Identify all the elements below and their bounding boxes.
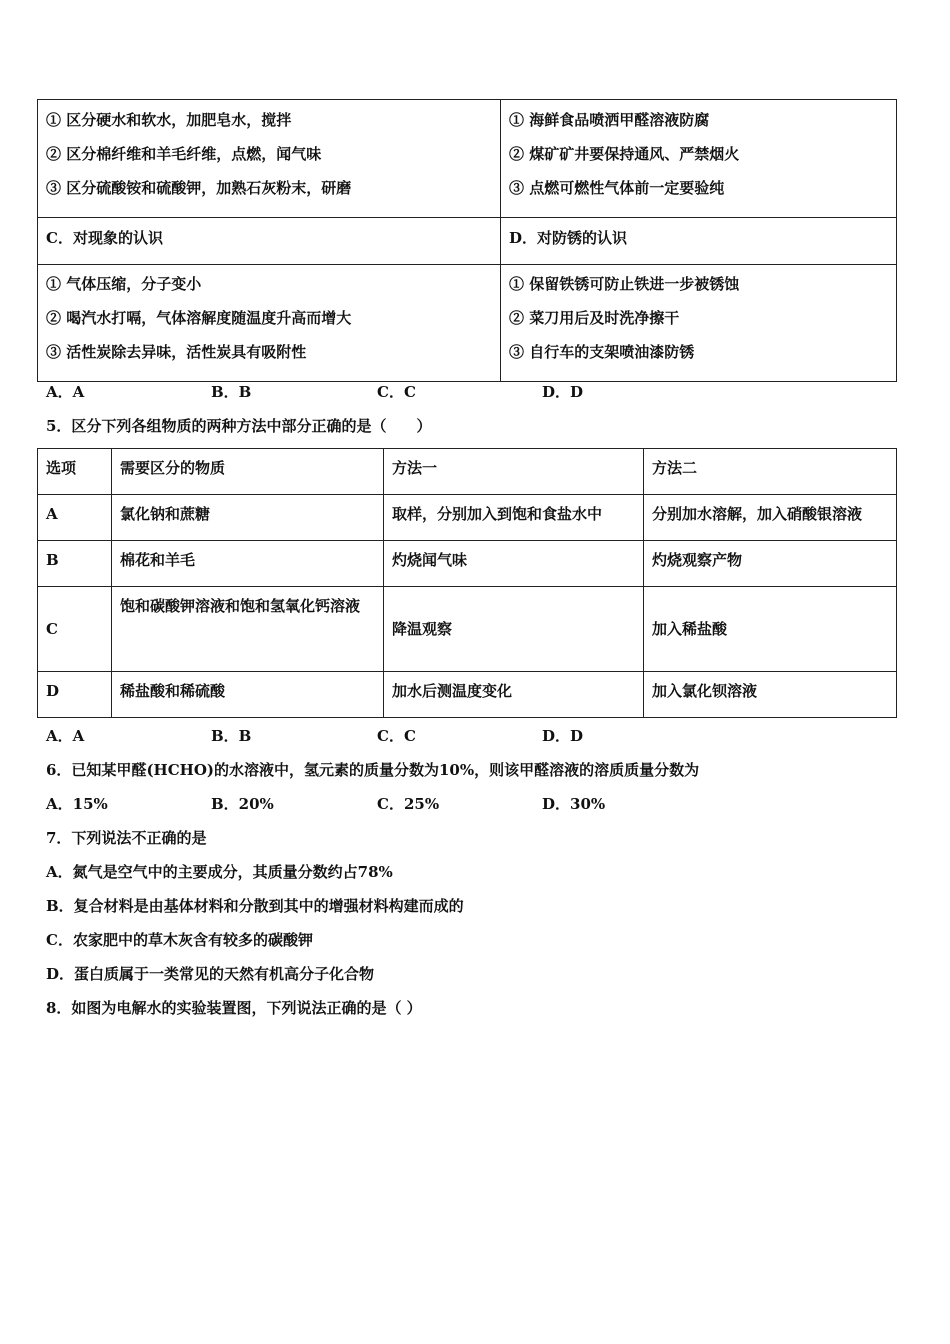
item-b-1: ① 海鲜食品喷洒甲醛溶液防腐: [509, 111, 710, 129]
q5-row-a-method2: 分别加水溶解，加入硝酸银溶液: [644, 495, 897, 541]
q5-table: [37, 448, 897, 718]
q5-row-c-substance: 饱和碳酸钾溶液和饱和氢氧化钙溶液: [112, 587, 384, 672]
item-d-2: ② 菜刀用后及时洗净擦干: [509, 309, 680, 327]
item-b-3: ③ 点燃可燃性气体前一定要验纯: [509, 179, 725, 197]
q5-option-b[interactable]: B．B: [211, 727, 252, 745]
item-a-2: ② 区分棉纤维和羊毛纤维，点燃，闻气味: [46, 145, 322, 163]
item-d-3: ③ 自行车的支架喷油漆防锈: [509, 343, 695, 361]
table-row: [38, 541, 897, 587]
table-row: [38, 495, 897, 541]
cell-c-head: C．对现象的认识: [38, 218, 501, 265]
item-a-1: ① 区分硬水和软水，加肥皂水，搅拌: [46, 111, 292, 129]
q7-option-b[interactable]: B．复合材料是由基体材料和分散到其中的增强材料构建而成的: [46, 897, 464, 915]
q4-option-c[interactable]: C．C: [377, 383, 416, 401]
q6-stem: 6．已知某甲醛(HCHO)的水溶液中，氢元素的质量分数为10%，则该甲醛溶液的溶质质量分数为: [46, 761, 700, 779]
q5-option-c[interactable]: C．C: [377, 727, 416, 745]
cell-d-head: D．对防锈的认识: [501, 218, 897, 265]
q5-row-a-method1: 取样，分别加入到饱和食盐水中: [384, 495, 644, 541]
q6-option-a[interactable]: A．15%: [46, 795, 108, 813]
table-row: [38, 672, 897, 718]
q5-stem: 5．区分下列各组物质的两种方法中部分正确的是（ ）: [46, 417, 432, 435]
q6-option-c[interactable]: C．25%: [377, 795, 440, 813]
q5-row-b-substance: 棉花和羊毛: [112, 541, 384, 587]
q5-header-option: 选项: [38, 449, 112, 495]
comparison-table: [37, 99, 897, 382]
q7-option-a[interactable]: A．氮气是空气中的主要成分，其质量分数约占78%: [46, 863, 393, 881]
item-d-1: ① 保留铁锈可防止铁进一步被锈蚀: [509, 275, 740, 293]
q5-option-d[interactable]: D．D: [542, 727, 584, 745]
q5-row-d-substance: 稀盐酸和稀硫酸: [112, 672, 384, 718]
cell-d: [501, 265, 897, 382]
q7-option-c[interactable]: C．农家肥中的草木灰含有较多的碳酸钾: [46, 931, 313, 949]
item-c-2: ② 喝汽水打嗝，气体溶解度随温度升高而增大: [46, 309, 352, 327]
q5-row-b-method1: 灼烧闻气味: [384, 541, 644, 587]
q8-stem: 8．如图为电解水的实验装置图，下列说法正确的是（ ）: [46, 999, 422, 1017]
cell-b: [501, 100, 897, 218]
q4-option-d[interactable]: D．D: [542, 383, 584, 401]
q4-option-a[interactable]: A．A: [46, 383, 85, 401]
q5-row-d-label: D: [38, 672, 112, 718]
item-b-2: ② 煤矿矿井要保持通风、严禁烟火: [509, 145, 740, 163]
q4-option-b[interactable]: B．B: [211, 383, 252, 401]
q5-row-a-substance: 氯化钠和蔗糖: [112, 495, 384, 541]
q5-option-a[interactable]: A．A: [46, 727, 85, 745]
q5-row-d-method1: 加水后测温度变化: [384, 672, 644, 718]
table-row: [38, 587, 897, 672]
q5-row-d-method2: 加入氯化钡溶液: [644, 672, 897, 718]
q5-row-c-label: C: [38, 587, 112, 672]
item-a-3: ③ 区分硫酸铵和硫酸钾，加熟石灰粉末，研磨: [46, 179, 352, 197]
q5-header-method1: 方法一: [384, 449, 644, 495]
item-c-1: ① 气体压缩，分子变小: [46, 275, 202, 293]
q5-header-method2: 方法二: [644, 449, 897, 495]
q6-option-b[interactable]: B．20%: [211, 795, 274, 813]
q5-header-substance: 需要区分的物质: [112, 449, 384, 495]
q5-row-b-label: B: [38, 541, 112, 587]
q6-option-d[interactable]: D．30%: [542, 795, 606, 813]
cell-c: [38, 265, 501, 382]
item-c-3: ③ 活性炭除去异味，活性炭具有吸附性: [46, 343, 307, 361]
q7-stem: 7．下列说法不正确的是: [46, 829, 207, 847]
q5-row-b-method2: 灼烧观察产物: [644, 541, 897, 587]
q5-row-c-method2: 加入稀盐酸: [644, 587, 897, 672]
q7-option-d[interactable]: D．蛋白质属于一类常见的天然有机高分子化合物: [46, 965, 375, 983]
q5-row-c-method1: 降温观察: [384, 587, 644, 672]
cell-a: [38, 100, 501, 218]
q5-row-a-label: A: [38, 495, 112, 541]
